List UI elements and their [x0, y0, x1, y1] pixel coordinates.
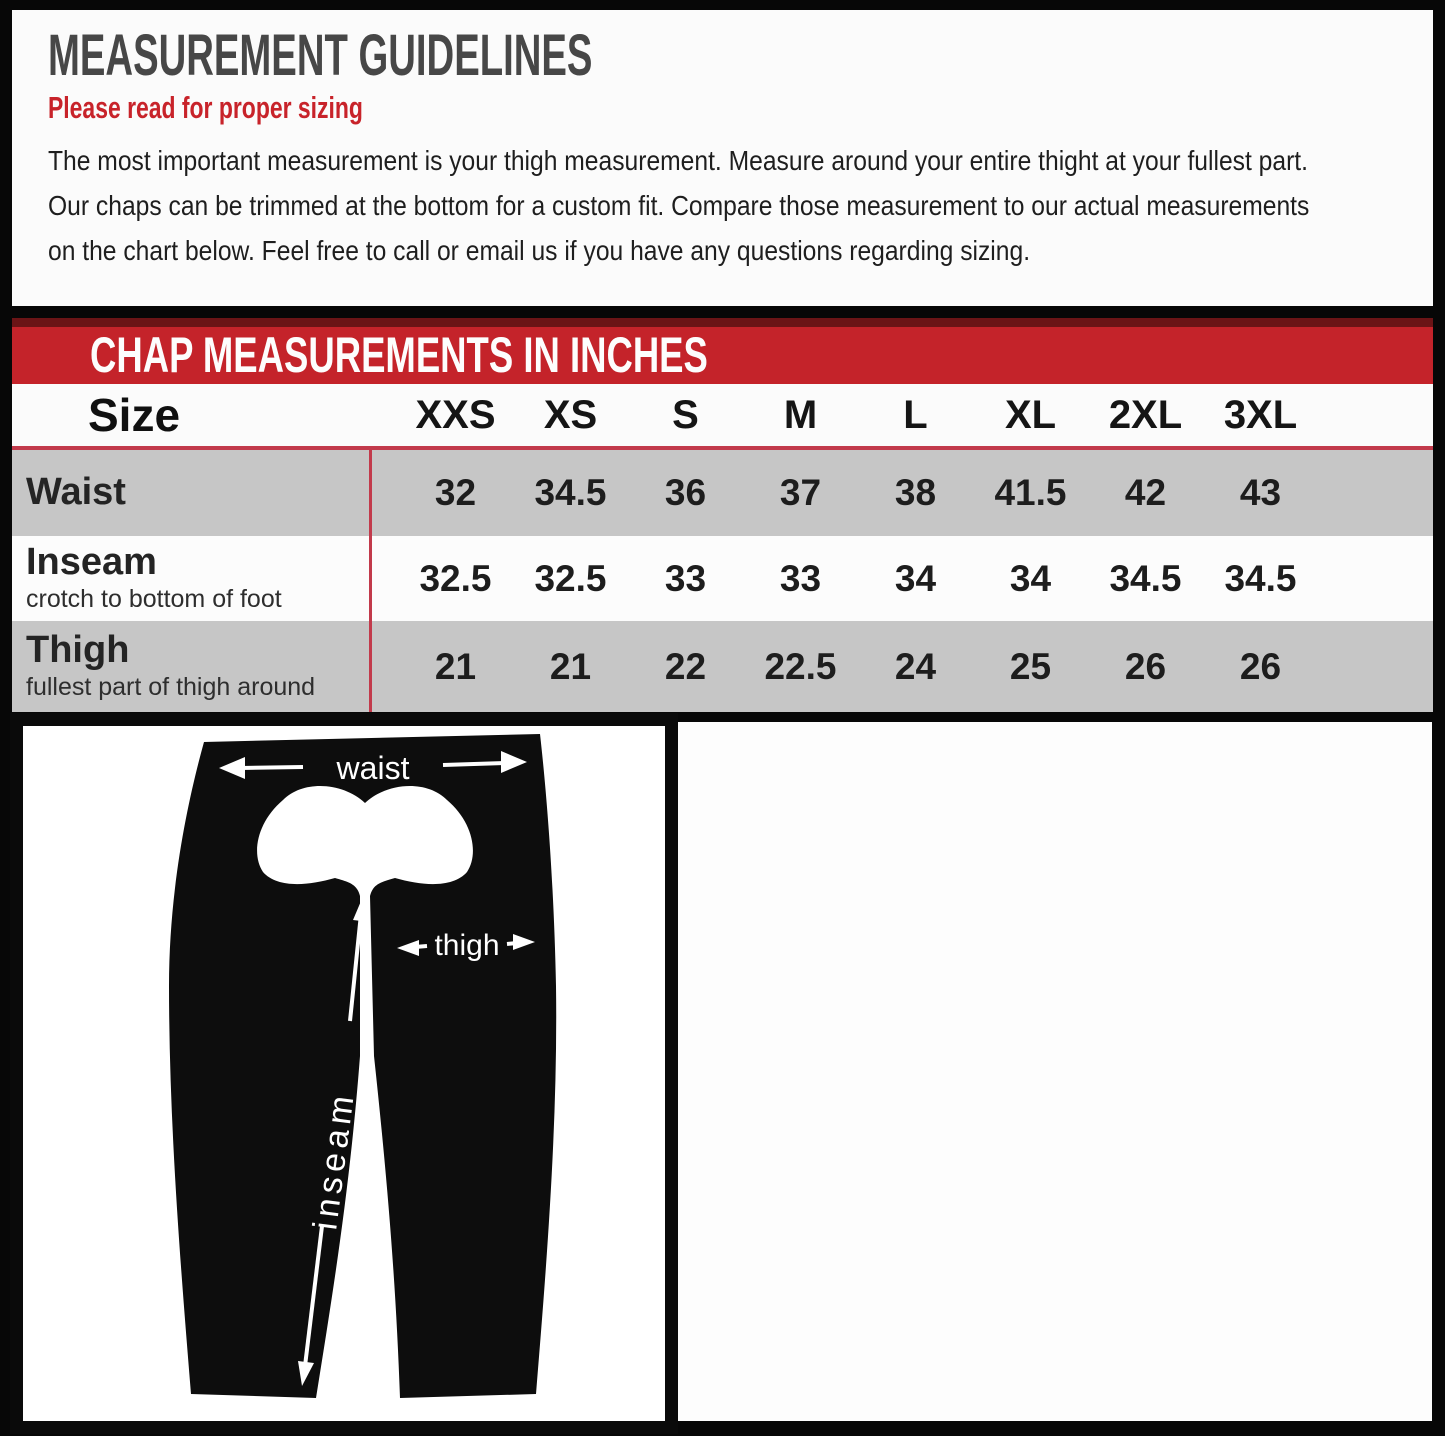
waist-value-xl: 41.5 — [994, 472, 1067, 513]
size-column-m: M — [783, 392, 818, 437]
row-label-thigh: Thigh — [26, 629, 130, 672]
inseam-values — [372, 558, 1318, 600]
size-column-2xl: 2XL — [1108, 392, 1183, 437]
thigh-value-3xl: 26 — [1239, 645, 1282, 687]
waist-value-3xl: 43 — [1239, 472, 1282, 513]
row-sublabel-thigh: fullest part of thigh around — [26, 672, 316, 701]
measurement-table — [12, 384, 1433, 712]
inseam-value-3xl: 34.5 — [1224, 557, 1297, 599]
thigh-value-xxs: 21 — [434, 645, 477, 687]
waist-values — [372, 472, 1318, 514]
chart-banner — [12, 327, 1433, 384]
waist-row-label-cell — [12, 450, 372, 536]
thigh-values — [372, 646, 1318, 688]
thigh-row — [12, 621, 1433, 712]
guidelines-title: MEASUREMENT GUIDELINES — [48, 23, 593, 88]
guidelines-paragraph — [48, 138, 1309, 273]
inseam-value-xs: 32.5 — [534, 557, 607, 599]
waist-value-xxs: 32 — [434, 472, 477, 513]
waist-row — [12, 450, 1433, 536]
paragraph-line-2: Our chaps can be trimmed at the bottom for a custom fit. Compare those measurement to our actual measurements — [48, 190, 1310, 221]
size-column-xs: XS — [543, 392, 598, 437]
waist-value-xs: 34.5 — [534, 472, 607, 513]
inseam-value-xl: 34 — [1009, 557, 1052, 599]
guidelines-box — [12, 10, 1433, 306]
size-column-3xl: 3XL — [1223, 392, 1298, 437]
chaps-diagram-svg — [23, 726, 665, 1421]
paragraph-line-3: on the chart below. Feel free to call or email us if you have any questions regarding sizing. — [48, 235, 1031, 266]
waist-value-2xl: 42 — [1124, 472, 1167, 513]
thigh-label: thigh — [434, 929, 500, 962]
inseam-row — [12, 536, 1433, 621]
size-columns — [372, 393, 1318, 438]
banner-top-stripe — [12, 318, 1433, 327]
row-label-waist: Waist — [26, 471, 126, 514]
size-column-l: L — [903, 392, 928, 437]
inseam-row-label-cell — [12, 536, 372, 621]
size-column-s: S — [672, 392, 699, 437]
size-header-label: Size — [88, 389, 181, 441]
chaps-silhouette — [169, 734, 556, 1398]
waist-value-l: 38 — [894, 472, 937, 513]
size-header-row — [12, 384, 1433, 446]
thigh-value-xs: 21 — [549, 645, 592, 687]
inseam-value-l: 34 — [894, 557, 937, 599]
thigh-row-label-cell — [12, 621, 372, 712]
waist-value-m: 37 — [779, 472, 822, 513]
bottom-right-panel — [678, 722, 1432, 1421]
thigh-value-m: 22.5 — [764, 645, 837, 687]
waist-value-s: 36 — [664, 472, 707, 513]
inseam-label: inseam — [306, 1088, 362, 1233]
chart-banner-title: CHAP MEASUREMENTS IN INCHES — [90, 327, 708, 383]
row-label-inseam: Inseam — [26, 541, 157, 584]
inseam-value-s: 33 — [664, 557, 707, 599]
inseam-value-m: 33 — [779, 557, 822, 599]
thigh-value-2xl: 26 — [1124, 645, 1167, 687]
waist-label: waist — [336, 750, 410, 786]
row-sublabel-inseam: crotch to bottom of foot — [26, 584, 282, 613]
size-column-xxs: XXS — [415, 392, 496, 437]
inseam-value-2xl: 34.5 — [1109, 557, 1182, 599]
guidelines-subtitle: Please read for proper sizing — [48, 90, 363, 125]
inseam-value-xxs: 32.5 — [419, 557, 492, 599]
chaps-diagram-box — [10, 713, 678, 1434]
thigh-value-xl: 25 — [1009, 645, 1052, 687]
paragraph-line-1: The most important measurement is your thigh measurement. Measure around your entire thight at your fullest part. — [48, 145, 1308, 176]
thigh-value-l: 24 — [894, 645, 937, 687]
size-column-xl: XL — [1004, 392, 1057, 437]
thigh-value-s: 22 — [664, 645, 707, 687]
